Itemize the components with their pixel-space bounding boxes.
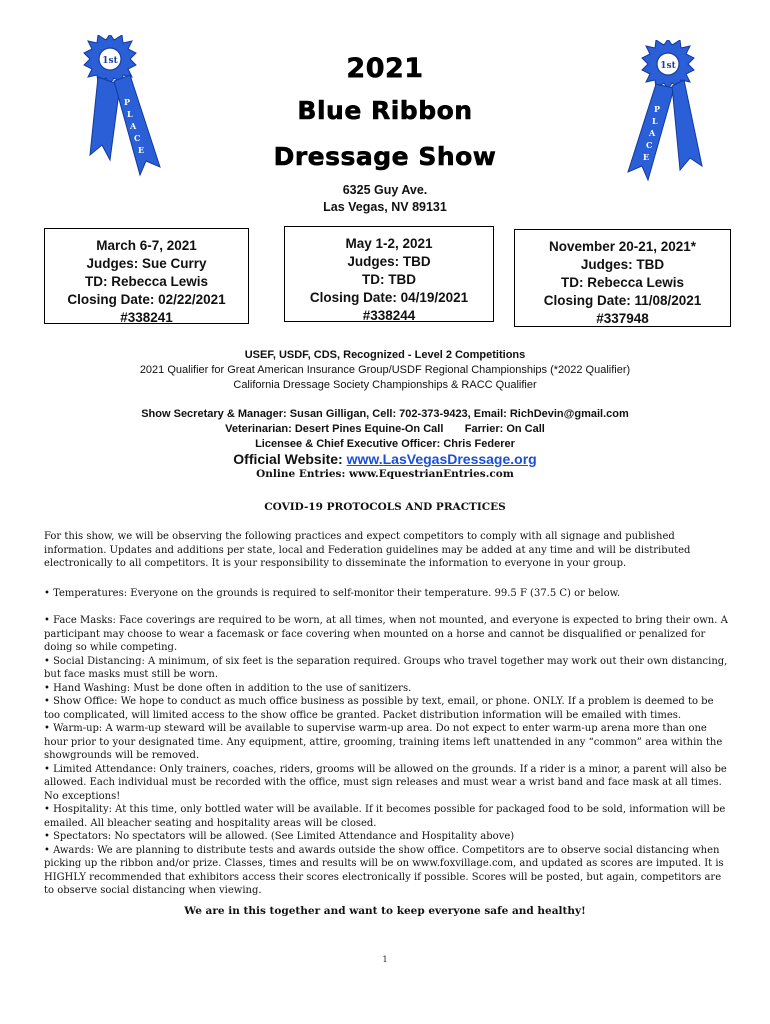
- svg-text:1st: 1st: [660, 61, 676, 71]
- box-judges: Judges: Sue Curry: [86, 256, 207, 271]
- svg-text:L: L: [127, 109, 133, 119]
- box-closing: Closing Date: 02/22/2021: [67, 292, 226, 307]
- address-city: Las Vegas, NV 89131: [323, 200, 447, 214]
- list-item: • Face Masks: Face coverings are required to be worn, at all times, when not mounted, and everyone is expected to bring their own. A participant may choose to wear a facemask or face covering when mounted on a horse and cannot be disqualified or penalized for doing so while competing.: [44, 615, 728, 653]
- show-title-line2: Dressage Show: [273, 142, 497, 171]
- svg-text:E: E: [138, 145, 145, 155]
- online-entries-line: Online Entries: www.EquestrianEntries.com: [256, 468, 514, 480]
- temperature-paragraph: • Temperatures: Everyone on the grounds is required to self-monitor their temperature. 99.5 F (37.5 C) or below.: [44, 588, 621, 599]
- list-item: • Social Distancing: A minimum, of six feet is the separation required. Groups who travel together may work out their own distancing, but face masks must still be worn.: [44, 655, 728, 680]
- address-street: 6325 Guy Ave.: [342, 183, 428, 197]
- page-number: 1: [382, 955, 388, 964]
- covid-bullet-list: [44, 614, 730, 898]
- svg-text:A: A: [130, 121, 137, 131]
- covid-section-title: COVID-19 PROTOCOLS AND PRACTICES: [264, 501, 506, 513]
- website-link[interactable]: www.LasVegasDressage.org: [346, 451, 537, 467]
- veterinarian-text: Veterinarian: Desert Pines Equine-On Call: [225, 423, 444, 435]
- list-item: • Hospitality: At this time, only bottled water will be available. If it becomes possible for packaged food to be sold, information will be emailed. All bleacher seating and hospitality areas will be closed.: [44, 804, 726, 829]
- box-number: #337948: [596, 311, 649, 326]
- box-judges: Judges: TBD: [347, 254, 431, 269]
- svg-text:E: E: [643, 152, 650, 162]
- box-td: TD: Rebecca Lewis: [560, 275, 685, 290]
- list-item: • Limited Attendance: Only trainers, coaches, riders, grooms will be allowed on the grounds. If a rider is a minor, a parent will also be allowed. Each individual must be recorded with the office, must sign releases and must wear a wrist band and face mask at all times. No exceptions!: [44, 763, 727, 802]
- qualifier-line: 2021 Qualifier for Great American Insurance Group/USDF Regional Championships (*2022 Qualifier): [139, 364, 631, 376]
- closing-statement: We are in this together and want to keep everyone safe and healthy!: [184, 905, 586, 917]
- box-td: TD: Rebecca Lewis: [84, 274, 209, 289]
- svg-text:1st: 1st: [102, 56, 118, 66]
- list-item: • Hand Washing: Must be done often in addition to the use of sanitizers.: [44, 682, 412, 694]
- covid-intro-paragraph: For this show, we will be observing the following practices and expect competitors to comply with all signage and published information. Updates and additions per state, local and Federation guidelines may be added at any time and will be distributed electronically to all competitors. It is your responsibility to disseminate the information to everyone in your group.: [44, 531, 691, 569]
- list-item: • Show Office: We hope to conduct as much office business as possible by text, email, or phone. ONLY. If a problem is deemed to be too complicated, will limited access to the show office be granted. Packet distribution information will be emailed with times.: [44, 696, 714, 721]
- box-number: #338244: [362, 308, 416, 323]
- svg-text:A: A: [649, 128, 656, 138]
- website-label: Official Website:: [233, 451, 343, 467]
- svg-text:C: C: [646, 140, 653, 150]
- show-year: 2021: [346, 53, 424, 84]
- website-line: [0, 451, 770, 468]
- show-date-box-november: [514, 229, 731, 327]
- box-closing: Closing Date: 04/19/2021: [309, 290, 469, 305]
- svg-text:P: P: [654, 104, 661, 114]
- secretary-line: Show Secretary & Manager: Susan Gilligan, Cell: 702-373-9423, Email: RichDevin@gmail.com: [141, 408, 629, 420]
- show-date-box-may: [284, 226, 494, 322]
- box-date: November 20-21, 2021*: [548, 239, 697, 254]
- svg-text:P: P: [124, 97, 131, 107]
- list-item: • Awards: We are planning to distribute tests and awards outside the show office. Competitors are to observe social distancing when picking up the ribbon and/or prize. Classes, times and results will be on www.foxvillage.com, and updated as scores are imputed. It is HIGHLY recommended that exhibitors access their scores electronically if possible. Scores will be posted, but again, competitors are to observe social distancing when viewing.: [44, 844, 724, 896]
- box-td: TD: TBD: [362, 272, 416, 287]
- show-date-box-march: [44, 228, 249, 324]
- vet-farrier-line: [0, 422, 770, 436]
- list-item: • Spectators: No spectators will be allowed. (See Limited Attendance and Hospitality above): [44, 831, 515, 842]
- box-closing: Closing Date: 11/08/2021: [543, 293, 702, 308]
- show-title-line1: Blue Ribbon: [297, 96, 473, 125]
- box-judges: Judges: TBD: [580, 257, 665, 272]
- box-number: #338241: [120, 310, 173, 325]
- svg-text:L: L: [652, 116, 658, 126]
- recognition-line: USEF, USDF, CDS, Recognized - Level 2 Competitions: [244, 349, 526, 361]
- box-date: March 6-7, 2021: [96, 238, 197, 253]
- licensee-line: Licensee & Chief Executive Officer: Chris Federer: [255, 438, 515, 450]
- svg-text:C: C: [134, 133, 141, 143]
- championships-line: California Dressage Society Championships & RACC Qualifier: [233, 379, 537, 391]
- list-item: • Warm-up: A warm-up steward will be available to supervise warm-up area. Do not expect to enter warm-up arena more than one hour prior to your designated time. Any equipment, attire, grooming, training items left unattended in any “common” area within the showgrounds will be removed.: [44, 723, 723, 761]
- box-date: May 1-2, 2021: [345, 236, 433, 251]
- farrier-text: Farrier: On Call: [464, 423, 545, 435]
